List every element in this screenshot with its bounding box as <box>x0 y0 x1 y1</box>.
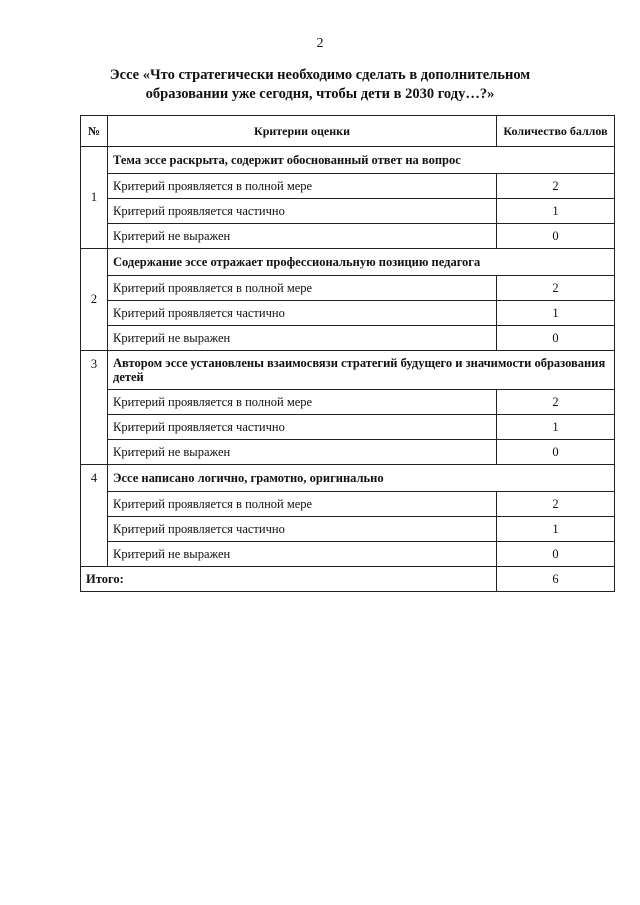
group-3-number: 3 <box>81 351 108 465</box>
table-row <box>81 326 615 351</box>
criterion-label: Критерий проявляется в полной мере <box>108 390 497 415</box>
total-label: Итого: <box>81 567 497 592</box>
criterion-score: 0 <box>497 440 615 465</box>
criterion-label: Критерий проявляется частично <box>108 517 497 542</box>
criterion-label: Критерий проявляется частично <box>108 415 497 440</box>
group-1-number: 1 <box>81 147 108 249</box>
criterion-score: 2 <box>497 276 615 301</box>
criterion-label: Критерий не выражен <box>108 224 497 249</box>
criterion-label: Критерий не выражен <box>108 542 497 567</box>
criterion-label: Критерий проявляется в полной мере <box>108 174 497 199</box>
criterion-score: 0 <box>497 224 615 249</box>
group-2-number: 2 <box>81 249 108 351</box>
criterion-group-3-title-row <box>81 351 615 390</box>
header-score: Количество баллов <box>497 116 615 147</box>
criterion-score: 2 <box>497 492 615 517</box>
criterion-score: 0 <box>497 542 615 567</box>
table-row <box>81 415 615 440</box>
page-number: 2 <box>316 36 324 51</box>
table-row <box>81 199 615 224</box>
header-num: № <box>81 116 108 147</box>
criterion-label: Критерий не выражен <box>108 440 497 465</box>
table-row <box>81 174 615 199</box>
header-criteria: Критерии оценки <box>108 116 497 147</box>
criterion-score: 0 <box>497 326 615 351</box>
criterion-score: 1 <box>497 415 615 440</box>
title-line-2: образовании уже сегодня, чтобы дети в 2030 году…?» <box>145 86 495 102</box>
table-row <box>81 517 615 542</box>
criterion-score: 1 <box>497 199 615 224</box>
criterion-score: 2 <box>497 174 615 199</box>
criterion-label: Критерий проявляется частично <box>108 301 497 326</box>
document-title <box>80 66 560 104</box>
table-row <box>81 492 615 517</box>
table-row <box>81 276 615 301</box>
criterion-score: 2 <box>497 390 615 415</box>
criterion-label: Критерий проявляется в полной мере <box>108 276 497 301</box>
group-3-title: Автором эссе установлены взаимосвязи стратегий будущего и значимости образования детей <box>108 351 615 390</box>
group-4-number: 4 <box>81 465 108 567</box>
table-row <box>81 224 615 249</box>
criterion-group-1-title-row <box>81 147 615 174</box>
criterion-label: Критерий проявляется частично <box>108 199 497 224</box>
criterion-score: 1 <box>497 301 615 326</box>
criterion-label: Критерий проявляется в полной мере <box>108 492 497 517</box>
title-line-1: Эссе «Что стратегически необходимо сделать в дополнительном <box>109 67 531 83</box>
table-row <box>81 390 615 415</box>
criterion-group-4-title-row <box>81 465 615 492</box>
criterion-score: 1 <box>497 517 615 542</box>
criteria-table <box>80 115 615 592</box>
total-score: 6 <box>497 567 615 592</box>
group-4-title: Эссе написано логично, грамотно, оригинально <box>108 465 615 492</box>
table-row <box>81 301 615 326</box>
table-row <box>81 542 615 567</box>
criterion-group-2-title-row <box>81 249 615 276</box>
total-row <box>81 567 615 592</box>
table-row <box>81 440 615 465</box>
table-header-row <box>81 116 615 147</box>
group-1-title: Тема эссе раскрыта, содержит обоснованный ответ на вопрос <box>108 147 615 174</box>
criterion-label: Критерий не выражен <box>108 326 497 351</box>
group-2-title: Содержание эссе отражает профессиональную позицию педагога <box>108 249 615 276</box>
